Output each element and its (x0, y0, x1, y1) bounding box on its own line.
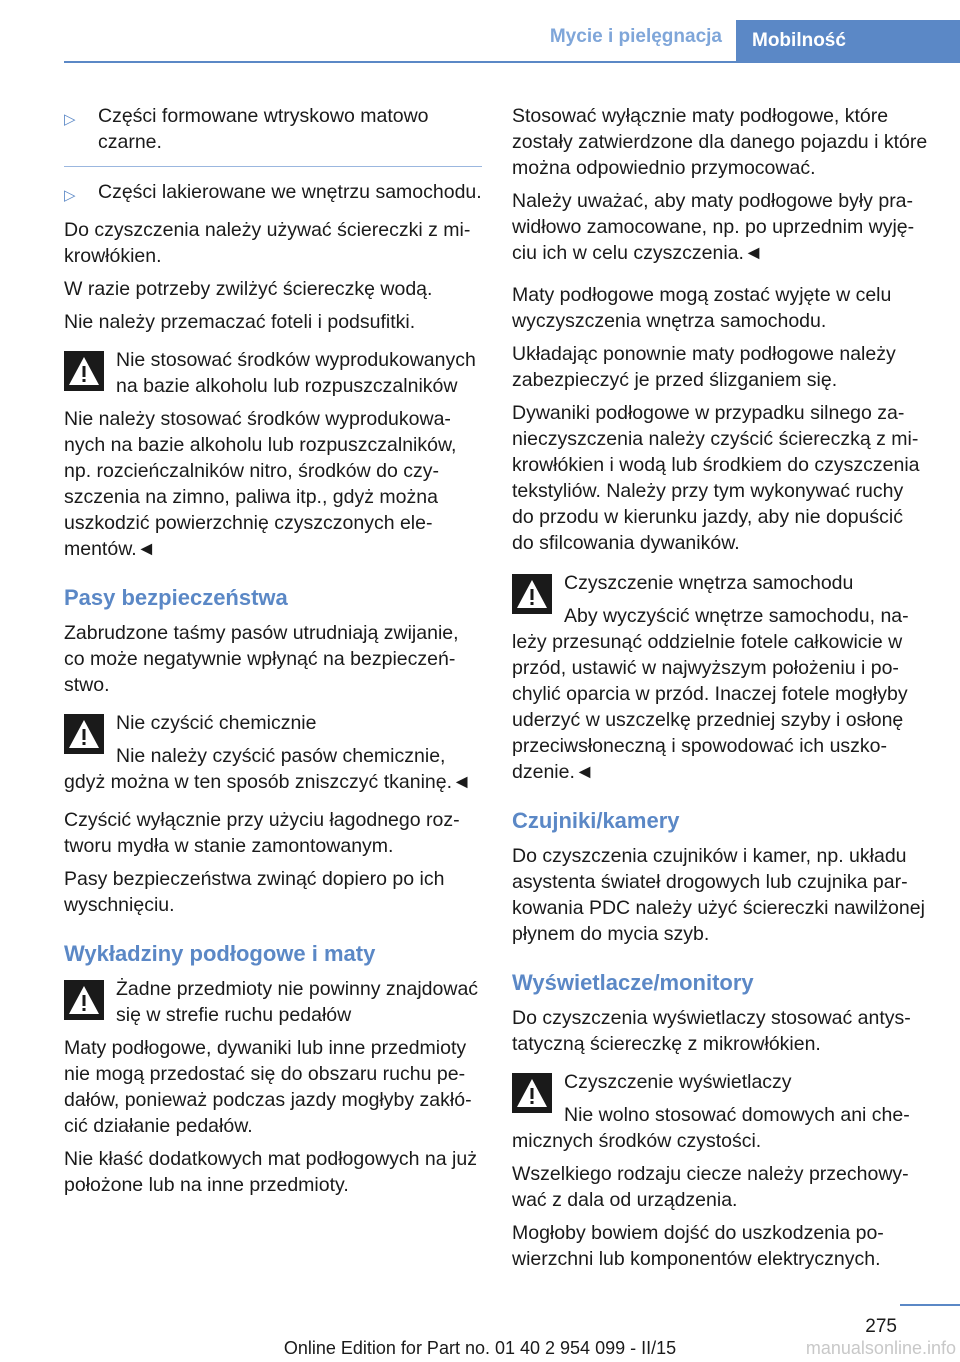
warning-title: Czyszczenie wnętrza samochodu (564, 572, 854, 594)
bullet-triangle-icon: ▷ (64, 111, 76, 128)
paragraph: Czyścić wyłącznie przy użyciu łagodnego roztworu mydła w stanie zamontowanym. (64, 809, 460, 857)
warning-block (64, 976, 482, 1028)
paragraph: Układając ponownie maty podłogowe należy zabezpieczyć je przed ślizganiem się. (512, 343, 896, 391)
warning-block (512, 1069, 930, 1154)
paragraph: Pasy bezpieczeństwa zwinąć dopiero po ich wyschnięciu. (64, 868, 445, 916)
paragraph: Maty podłogowe mogą zostać wyjęte w celu wyczyszczenia wnętrza samochodu. (512, 284, 892, 332)
paragraph: Do czyszczenia wyświetlaczy stosować antystatyczną ściereczkę z mikrowłókien. (512, 1007, 911, 1055)
warning-title: Nie stosować środków wyprodukowanych na bazie alkoholu lub rozpuszczalników (116, 349, 476, 397)
section-heading: Pasy bezpieczeństwa (64, 585, 288, 610)
paragraph: Mogłoby bowiem dojść do uszkodzenia powierzchni lub komponentów elektrycznych. (512, 1222, 884, 1270)
section-tab[interactable]: Mycie i pielęgnacja (549, 26, 722, 47)
page-number: 275 (865, 1316, 897, 1337)
section-heading: Wykładziny podłogowe i maty (64, 941, 376, 966)
warning-title: Żadne przedmioty nie powinny znajdować się w strefie ruchu pedałów (116, 978, 479, 1026)
right-column (512, 103, 930, 1279)
warning-body: Nie należy stosować środków wyprodukowanych na bazie alkoholu lub rozpuszczalników, np. rozcieńczalników nitro, środków do czyszczenia na zimno, paliwa itp., gdyż można uszkodzić powierzchnię czyszczonych elementów.◄ (64, 408, 457, 560)
paragraph: Wszelkiego rodzaju ciecze należy przechowywać z dala od urządzenia. (512, 1163, 909, 1211)
list-item (64, 103, 482, 167)
warning-title: Czyszczenie wyświetlaczy (564, 1071, 792, 1093)
paragraph: Nie kłaść dodatkowych mat podłogowych na już położone lub na inne przedmioty. (64, 1148, 477, 1196)
warning-block (64, 710, 482, 795)
warning-body: Aby wyczyścić wnętrze samochodu, należy przesunąć oddzielnie fotele całkowicie w przód, ustawić w najwyższym położeniu i pochylić oparcia w przód. Inaczej fotele mogłyby uderzyć w uszczelkę przedniej szyby i osłonę przeciwsłoneczną i spowodować ich uszkodzenie.◄ (512, 605, 909, 783)
warning-triangle-icon (64, 714, 104, 754)
warning-title: Nie czyścić chemicznie (116, 712, 317, 734)
chapter-tab-label: Mobilność (752, 30, 846, 51)
chapter-tab[interactable] (736, 20, 960, 62)
warning-block (512, 570, 930, 785)
paragraph: Zabrudzone taśmy pasów utrudniają zwijanie, co może negatywnie wpłynąć na bezpieczeństwo. (64, 622, 459, 696)
bullet-triangle-icon: ▷ (64, 187, 76, 204)
header-rule (64, 61, 960, 63)
page-header (0, 0, 960, 62)
paragraph: Do czyszczenia czujników i kamer, np. układu asystenta świateł drogowych lub czujnika parkowania PDC należy użyć ściereczki nawilżonej płynem do mycia szyb. (512, 845, 925, 945)
paragraph: Stosować wyłącznie maty podłogowe, które zostały zatwierdzone dla danego pojazdu i które można odpowiednio przymocować. (512, 105, 928, 179)
paragraph: W razie potrzeby zwilżyć ściereczkę wodą. (64, 278, 433, 300)
warning-block (64, 347, 482, 562)
warning-body: Nie należy czyścić pasów chemicznie, gdyż można w ten sposób zniszczyć tkaninę.◄ (64, 745, 472, 793)
warning-triangle-icon (512, 574, 552, 614)
watermark: manualsonline.info (805, 1338, 956, 1358)
page-footer (0, 1300, 960, 1362)
list-item-text: Części lakierowane we wnętrzu samochodu. (98, 181, 482, 203)
section-heading: Wyświetlacze/monitory (512, 970, 754, 995)
paragraph: Do czyszczenia należy używać ściereczki z mikrowłókien. (64, 219, 471, 267)
warning-triangle-icon (64, 351, 104, 391)
paragraph: Maty podłogowe, dywaniki lub inne przedmioty nie mogą przedostać się do obszaru ruchu pedałów, ponieważ podczas jazdy mogłyby zakłócić działanie pedałów. (64, 1037, 472, 1137)
edition-note: Online Edition for Part no. 01 40 2 954 099 - II/15 (283, 1338, 677, 1358)
section-heading: Czujniki/kamery (512, 808, 680, 833)
warning-triangle-icon (512, 1073, 552, 1113)
footer-rule (900, 1304, 960, 1306)
warning-triangle-icon (64, 980, 104, 1020)
paragraph: Należy uważać, aby maty podłogowe były prawidłowo zamocowane, np. po uprzednim wyjęciu ich w celu czyszczenia.◄ (512, 190, 915, 264)
list-item-text: Części formowane wtryskowo matowo czarne. (98, 105, 429, 153)
paragraph: Nie należy przemaczać foteli i podsufitki. (64, 311, 416, 333)
list-item (64, 179, 482, 205)
left-column (64, 103, 482, 1205)
paragraph: Dywaniki podłogowe w przypadku silnego zanieczyszczenia należy czyścić ściereczką z mikrowłókien i wodą lub środkiem do czyszczenia tekstyliów. Należy przy tym wykonywać ruchy do przodu w kierunku jazdy, aby nie dopuścić do sfilcowania dywaników. (512, 402, 920, 554)
warning-body: Nie wolno stosować domowych ani chemicznych środków czystości. (512, 1104, 910, 1152)
